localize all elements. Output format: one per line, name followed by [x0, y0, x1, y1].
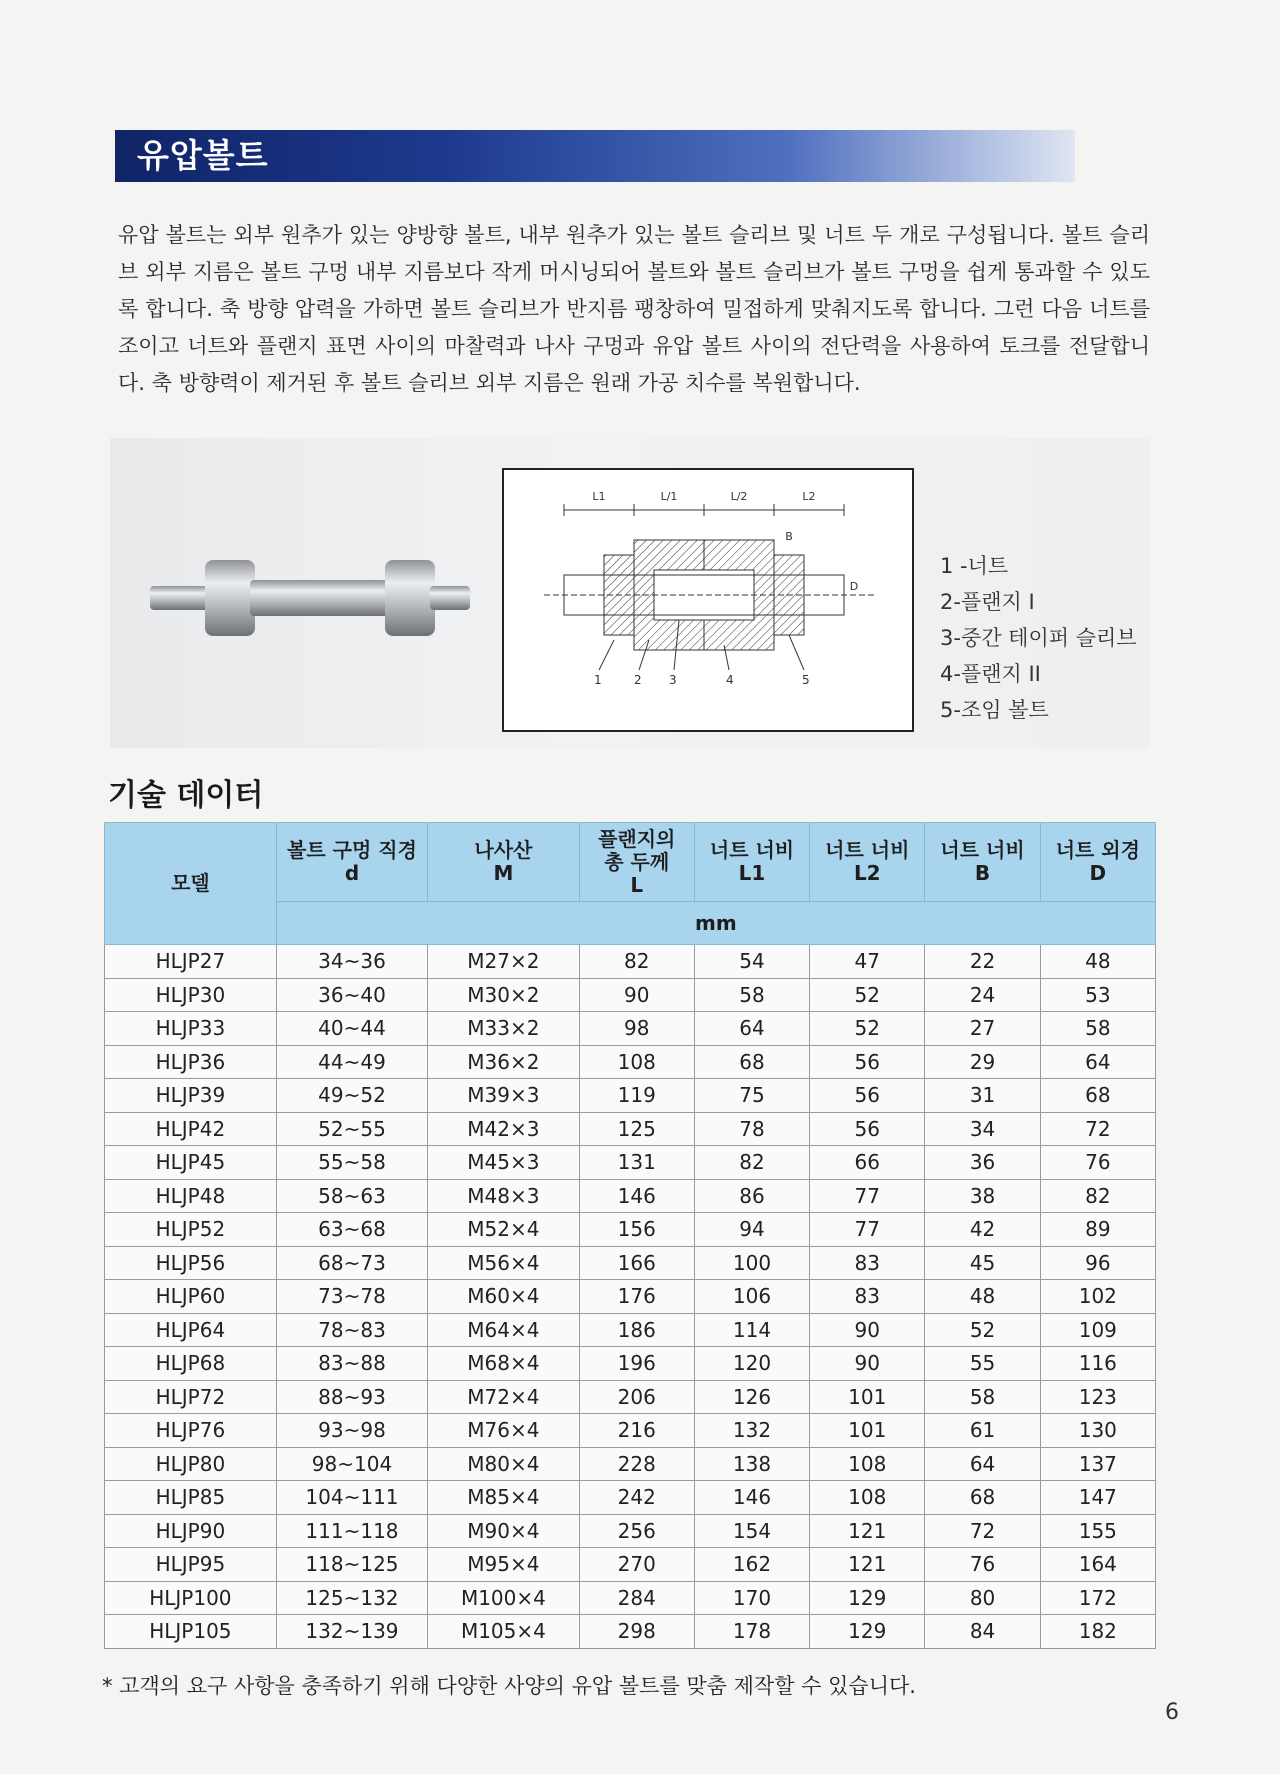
bolt-photo: [150, 548, 480, 648]
table-cell: M45×3: [428, 1146, 579, 1180]
table-cell: 206: [579, 1380, 694, 1414]
table-cell: 147: [1040, 1481, 1155, 1515]
table-cell: 82: [579, 945, 694, 979]
figure-area: [110, 438, 1150, 748]
table-row: [105, 1045, 1156, 1079]
legend-item: 1 -너트: [940, 554, 1009, 578]
table-cell: 52~55: [276, 1112, 427, 1146]
header-nut-width-l2: 너트 너비 L2: [810, 823, 925, 902]
table-cell: 121: [810, 1548, 925, 1582]
table-cell: HLJP80: [105, 1447, 277, 1481]
table-row: [105, 1246, 1156, 1280]
table-cell: 38: [925, 1179, 1040, 1213]
table-cell: 82: [1040, 1179, 1155, 1213]
dim-label-l1: L1: [592, 490, 606, 503]
table-cell: HLJP45: [105, 1146, 277, 1180]
table-row: [105, 1347, 1156, 1381]
table-cell: HLJP64: [105, 1313, 277, 1347]
table-cell: M33×2: [428, 1012, 579, 1046]
callout-5: 5: [802, 673, 810, 687]
table-cell: 40~44: [276, 1012, 427, 1046]
table-cell: 72: [1040, 1112, 1155, 1146]
table-cell: M60×4: [428, 1280, 579, 1314]
table-cell: 94: [694, 1213, 809, 1247]
table-cell: HLJP48: [105, 1179, 277, 1213]
header-nut-outer-d: 너트 외경 D: [1040, 823, 1155, 902]
table-row: [105, 1280, 1156, 1314]
table-cell: 170: [694, 1581, 809, 1615]
table-cell: 68: [1040, 1079, 1155, 1113]
table-cell: HLJP60: [105, 1280, 277, 1314]
table-cell: 146: [694, 1481, 809, 1515]
nut-left: [604, 555, 634, 635]
header-unit: mm: [276, 902, 1155, 945]
bolt-nut-right: [385, 560, 435, 636]
table-cell: 256: [579, 1514, 694, 1548]
table-cell: 96: [1040, 1246, 1155, 1280]
bolt-sleeve: [250, 580, 390, 616]
table-cell: 119: [579, 1079, 694, 1113]
table-cell: HLJP56: [105, 1246, 277, 1280]
table-cell: M72×4: [428, 1380, 579, 1414]
taper-sleeve: [654, 570, 754, 620]
table-cell: 125~132: [276, 1581, 427, 1615]
table-cell: 129: [810, 1581, 925, 1615]
table-cell: 55: [925, 1347, 1040, 1381]
table-cell: HLJP39: [105, 1079, 277, 1113]
table-cell: M42×3: [428, 1112, 579, 1146]
table-cell: 56: [810, 1079, 925, 1113]
table-cell: 90: [579, 978, 694, 1012]
table-cell: 106: [694, 1280, 809, 1314]
table-cell: 58: [925, 1380, 1040, 1414]
table-cell: 270: [579, 1548, 694, 1582]
table-cell: 162: [694, 1548, 809, 1582]
table-cell: 56: [810, 1045, 925, 1079]
table-cell: 90: [810, 1313, 925, 1347]
table-cell: 58~63: [276, 1179, 427, 1213]
table-cell: 44~49: [276, 1045, 427, 1079]
table-cell: M27×2: [428, 945, 579, 979]
table-cell: 82: [694, 1146, 809, 1180]
table-cell: 42: [925, 1213, 1040, 1247]
table-cell: 76: [925, 1548, 1040, 1582]
table-row: [105, 1481, 1156, 1515]
table-cell: 98~104: [276, 1447, 427, 1481]
table-row: [105, 1615, 1156, 1649]
dim-label-l-2: L/2: [730, 490, 748, 503]
table-cell: 58: [1040, 1012, 1155, 1046]
table-cell: 63~68: [276, 1213, 427, 1247]
table-cell: M56×4: [428, 1246, 579, 1280]
callout-4: 4: [726, 673, 734, 687]
table-cell: 109: [1040, 1313, 1155, 1347]
table-cell: M68×4: [428, 1347, 579, 1381]
table-cell: 84: [925, 1615, 1040, 1649]
table-cell: 131: [579, 1146, 694, 1180]
table-cell: 242: [579, 1481, 694, 1515]
table-cell: 80: [925, 1581, 1040, 1615]
footnote: * 고객의 요구 사항을 충족하기 위해 다양한 사양의 유압 볼트를 맞춤 제작할 수 있습니다.: [102, 1674, 916, 1698]
table-cell: 88~93: [276, 1380, 427, 1414]
table-cell: 126: [694, 1380, 809, 1414]
table-cell: 64: [925, 1447, 1040, 1481]
table-cell: 48: [1040, 945, 1155, 979]
table-cell: 66: [810, 1146, 925, 1180]
table-cell: HLJP85: [105, 1481, 277, 1515]
header-nut-width-b: 너트 너비 B: [925, 823, 1040, 902]
table-cell: 164: [1040, 1548, 1155, 1582]
table-cell: HLJP30: [105, 978, 277, 1012]
bolt-nut-left: [205, 560, 255, 636]
table-row: [105, 945, 1156, 979]
figure-legend: [940, 548, 1137, 728]
table-cell: HLJP105: [105, 1615, 277, 1649]
table-cell: 75: [694, 1079, 809, 1113]
callout-2: 2: [634, 673, 642, 687]
table-cell: 172: [1040, 1581, 1155, 1615]
table-cell: 64: [1040, 1045, 1155, 1079]
legend-item: 5-조임 볼트: [940, 698, 1049, 722]
table-cell: 228: [579, 1447, 694, 1481]
callout-3: 3: [669, 673, 677, 687]
table-cell: M76×4: [428, 1414, 579, 1448]
table-cell: HLJP100: [105, 1581, 277, 1615]
table-cell: 78: [694, 1112, 809, 1146]
table-cell: HLJP72: [105, 1380, 277, 1414]
table-cell: M100×4: [428, 1581, 579, 1615]
table-cell: 125: [579, 1112, 694, 1146]
table-cell: 89: [1040, 1213, 1155, 1247]
drawing-svg: [504, 470, 912, 730]
legend-item: 4-플랜지 II: [940, 662, 1041, 686]
table-row: [105, 1112, 1156, 1146]
table-cell: HLJP90: [105, 1514, 277, 1548]
table-cell: 54: [694, 945, 809, 979]
table-row: [105, 1514, 1156, 1548]
table-cell: M90×4: [428, 1514, 579, 1548]
table-cell: 49~52: [276, 1079, 427, 1113]
table-row: [105, 1213, 1156, 1247]
table-cell: 22: [925, 945, 1040, 979]
table-cell: 86: [694, 1179, 809, 1213]
table-cell: 102: [1040, 1280, 1155, 1314]
header-thread: 나사산 M: [428, 823, 579, 902]
table-cell: 31: [925, 1079, 1040, 1113]
table-cell: 47: [810, 945, 925, 979]
table-cell: 166: [579, 1246, 694, 1280]
page-title: 유압볼트: [137, 136, 269, 175]
table-cell: 120: [694, 1347, 809, 1381]
table-cell: 196: [579, 1347, 694, 1381]
table-cell: 108: [810, 1447, 925, 1481]
table-cell: M64×4: [428, 1313, 579, 1347]
table-row: [105, 1012, 1156, 1046]
table-cell: 24: [925, 978, 1040, 1012]
table-cell: 116: [1040, 1347, 1155, 1381]
table-cell: 52: [810, 978, 925, 1012]
table-cell: 118~125: [276, 1548, 427, 1582]
table-row: [105, 1380, 1156, 1414]
header-nut-width-l1: 너트 너비 L1: [694, 823, 809, 902]
table-cell: 98: [579, 1012, 694, 1046]
dim-label-l-1: L/1: [660, 490, 678, 503]
spec-table: [104, 822, 1156, 1649]
header-flange-thickness: 플랜지의 총 두께 L: [579, 823, 694, 902]
table-cell: 58: [694, 978, 809, 1012]
table-cell: 77: [810, 1179, 925, 1213]
table-cell: 61: [925, 1414, 1040, 1448]
table-cell: 108: [810, 1481, 925, 1515]
table-cell: 156: [579, 1213, 694, 1247]
table-cell: 138: [694, 1447, 809, 1481]
header-bolt-hole: 볼트 구멍 직경 d: [276, 823, 427, 902]
table-cell: HLJP33: [105, 1012, 277, 1046]
table-cell: 146: [579, 1179, 694, 1213]
dim-label-l2: L2: [802, 490, 816, 503]
table-cell: 155: [1040, 1514, 1155, 1548]
table-cell: 121: [810, 1514, 925, 1548]
table-cell: M39×3: [428, 1079, 579, 1113]
dim-label-d: D: [849, 580, 859, 593]
legend-item: 3-중간 테이퍼 슬리브: [940, 626, 1137, 650]
table-row: [105, 1313, 1156, 1347]
table-cell: 93~98: [276, 1414, 427, 1448]
table-row: [105, 1179, 1156, 1213]
table-cell: 36~40: [276, 978, 427, 1012]
table-cell: 64: [694, 1012, 809, 1046]
table-cell: HLJP36: [105, 1045, 277, 1079]
table-cell: HLJP95: [105, 1548, 277, 1582]
table-cell: 186: [579, 1313, 694, 1347]
table-cell: 132~139: [276, 1615, 427, 1649]
table-cell: 178: [694, 1615, 809, 1649]
table-cell: 73~78: [276, 1280, 427, 1314]
table-cell: M52×4: [428, 1213, 579, 1247]
table-cell: 29: [925, 1045, 1040, 1079]
table-cell: 83: [810, 1246, 925, 1280]
table-cell: M85×4: [428, 1481, 579, 1515]
table-cell: 68~73: [276, 1246, 427, 1280]
table-cell: 45: [925, 1246, 1040, 1280]
table-cell: 83: [810, 1280, 925, 1314]
dim-label-b: B: [785, 530, 793, 543]
table-cell: 72: [925, 1514, 1040, 1548]
table-row: [105, 1581, 1156, 1615]
table-cell: 77: [810, 1213, 925, 1247]
table-cell: 284: [579, 1581, 694, 1615]
table-cell: 56: [810, 1112, 925, 1146]
table-cell: HLJP52: [105, 1213, 277, 1247]
table-cell: 100: [694, 1246, 809, 1280]
table-cell: HLJP42: [105, 1112, 277, 1146]
table-cell: 129: [810, 1615, 925, 1649]
table-cell: 123: [1040, 1380, 1155, 1414]
table-cell: M48×3: [428, 1179, 579, 1213]
table-row: [105, 1079, 1156, 1113]
table-cell: 216: [579, 1414, 694, 1448]
table-cell: HLJP76: [105, 1414, 277, 1448]
table-cell: 90: [810, 1347, 925, 1381]
table-cell: 68: [694, 1045, 809, 1079]
table-cell: 83~88: [276, 1347, 427, 1381]
table-cell: 176: [579, 1280, 694, 1314]
table-cell: M105×4: [428, 1615, 579, 1649]
table-cell: 114: [694, 1313, 809, 1347]
table-cell: 104~111: [276, 1481, 427, 1515]
table-cell: 34: [925, 1112, 1040, 1146]
table-cell: 34~36: [276, 945, 427, 979]
table-row: [105, 1146, 1156, 1180]
header-model: 모델: [105, 823, 277, 945]
bolt-shaft-left: [150, 586, 210, 610]
table-cell: 101: [810, 1380, 925, 1414]
table-cell: 182: [1040, 1615, 1155, 1649]
table-cell: 27: [925, 1012, 1040, 1046]
page-number: 6: [1165, 1700, 1179, 1725]
table-cell: 78~83: [276, 1313, 427, 1347]
table-cell: 298: [579, 1615, 694, 1649]
table-cell: M80×4: [428, 1447, 579, 1481]
table-cell: 137: [1040, 1447, 1155, 1481]
table-cell: 132: [694, 1414, 809, 1448]
table-cell: 154: [694, 1514, 809, 1548]
table-cell: 101: [810, 1414, 925, 1448]
nut-right: [774, 555, 804, 635]
legend-item: 2-플랜지 I: [940, 590, 1035, 614]
section-title: 기술 데이터: [108, 778, 264, 813]
table-cell: M30×2: [428, 978, 579, 1012]
table-cell: 53: [1040, 978, 1155, 1012]
intro-paragraph: 유압 볼트는 외부 원추가 있는 양방향 볼트, 내부 원추가 있는 볼트 슬리브 및 너트 두 개로 구성됩니다. 볼트 슬리브 외부 지름은 볼트 구멍 내부 지름보다 작게 머시닝되어 볼트와 볼트 슬리브가 볼트 구멍을 쉽게 통과할 수 있도록 합니다. 축 방향 압력을 가하면 볼트 슬리브가 반지름 팽창하여 밀접하게 맞춰지도록 합니다. 그런 다음 너트를 조이고 너트와 플랜지 표면 사이의 마찰력과 나사 구멍과 유압 볼트 사이의 전단력을 사용하여 토크를 전달합니다. 축 방향력이 제거된 후 볼트 슬리브 외부 지름은 원래 가공 치수를 복원합니다.: [118, 223, 1150, 395]
callout-1: 1: [594, 673, 602, 687]
table-row: [105, 1414, 1156, 1448]
table-cell: 52: [925, 1313, 1040, 1347]
table-cell: 76: [1040, 1146, 1155, 1180]
bolt-shaft-right: [430, 586, 470, 610]
table-row: [105, 1447, 1156, 1481]
table-cell: HLJP68: [105, 1347, 277, 1381]
table-cell: M95×4: [428, 1548, 579, 1582]
table-row: [105, 978, 1156, 1012]
table-cell: 52: [810, 1012, 925, 1046]
table-cell: 130: [1040, 1414, 1155, 1448]
table-row: [105, 1548, 1156, 1582]
table-cell: 108: [579, 1045, 694, 1079]
table-cell: HLJP27: [105, 945, 277, 979]
table-cell: 48: [925, 1280, 1040, 1314]
table-cell: 68: [925, 1481, 1040, 1515]
table-cell: 111~118: [276, 1514, 427, 1548]
table-cell: 55~58: [276, 1146, 427, 1180]
title-bar: [115, 130, 1075, 182]
table-cell: 36: [925, 1146, 1040, 1180]
technical-drawing: [502, 468, 914, 732]
table-cell: M36×2: [428, 1045, 579, 1079]
